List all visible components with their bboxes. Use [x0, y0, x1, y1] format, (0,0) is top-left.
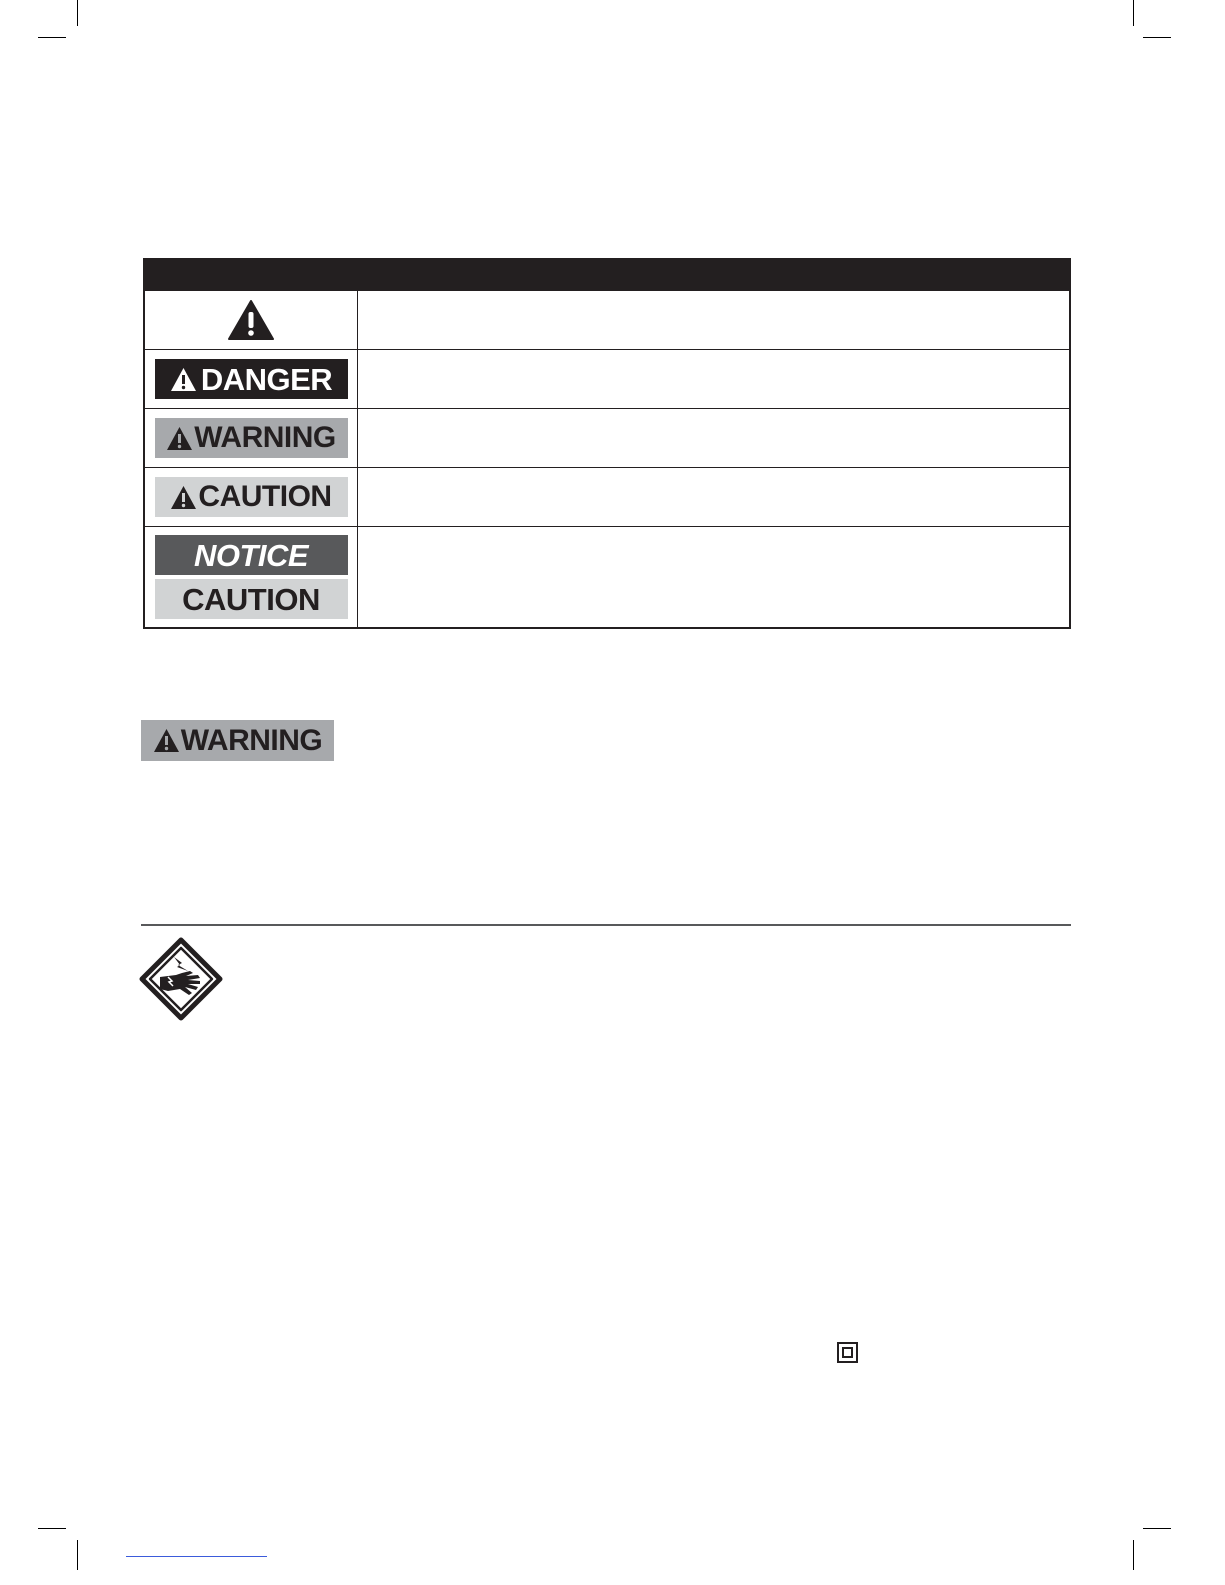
table-row-alert-symbol: [145, 290, 1069, 349]
table-row-caution: [145, 467, 1069, 526]
crop-mark-top-left-v: [77, 0, 78, 26]
description-cell: [358, 291, 1069, 349]
crop-mark-bottom-left-h: [38, 1528, 66, 1529]
crop-mark-top-right-h: [1143, 37, 1171, 38]
description-cell: [358, 350, 1069, 408]
table-row-notice: [145, 526, 1069, 627]
footer-link-underline: [126, 1556, 267, 1557]
alert-triangle-icon: [170, 367, 197, 392]
double-insulation-square-icon: [837, 1342, 858, 1363]
warning-signal-badge: [155, 418, 348, 458]
notice-signal-badge: [155, 535, 348, 575]
crop-mark-top-right-v: [1133, 0, 1134, 26]
warning-heading-label: WARNING: [180, 723, 323, 757]
caution-label: CAUTION: [198, 480, 332, 513]
caution-plain-label: CAUTION: [182, 581, 320, 617]
danger-signal-badge: [155, 359, 348, 399]
symbol-cell: [145, 291, 358, 349]
warning-label: WARNING: [194, 421, 336, 454]
alert-triangle-icon: [170, 485, 197, 510]
crop-mark-bottom-left-v: [77, 1540, 78, 1570]
caution-plain-badge: [155, 579, 348, 619]
symbol-cell: [145, 409, 358, 467]
caution-signal-badge: [155, 477, 348, 517]
hand-shock-hazard-icon: [138, 937, 224, 1021]
symbol-cell: [145, 468, 358, 526]
danger-label: DANGER: [200, 361, 333, 397]
table-header-bar: [145, 260, 1069, 290]
description-cell: [358, 527, 1069, 627]
safety-symbols-table: [143, 258, 1071, 629]
notice-label: NOTICE: [193, 537, 309, 573]
description-cell: [358, 468, 1069, 526]
safety-alert-triangle-icon: [227, 299, 275, 341]
alert-triangle-icon: [166, 426, 193, 451]
crop-mark-bottom-right-v: [1133, 1540, 1134, 1570]
crop-mark-top-left-h: [38, 37, 66, 38]
alert-triangle-icon: [153, 728, 180, 753]
crop-mark-bottom-right-h: [1143, 1528, 1171, 1529]
table-row-warning: [145, 408, 1069, 467]
symbol-cell: [145, 527, 358, 627]
warning-heading-badge: [141, 720, 334, 761]
symbol-cell: [145, 350, 358, 408]
table-row-danger: [145, 349, 1069, 408]
description-cell: [358, 409, 1069, 467]
section-divider: [141, 924, 1071, 926]
